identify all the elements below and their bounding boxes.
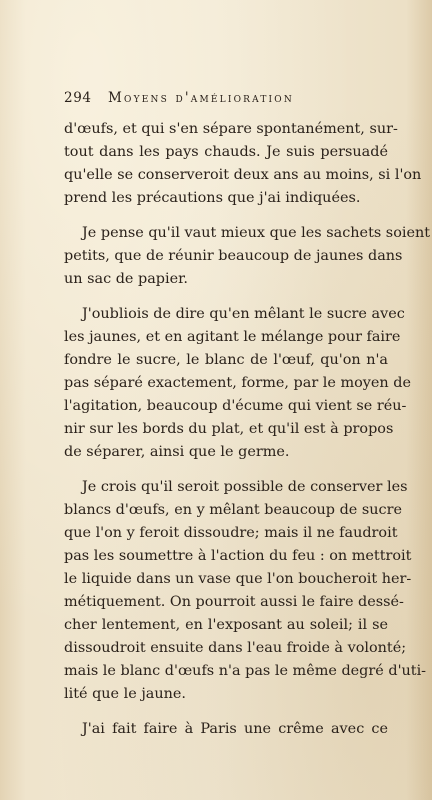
text-line: pas séparé exactement, forme, par le moyen de xyxy=(64,375,411,391)
text-line: le liquide dans un vase que l'on boucheroit her- xyxy=(64,571,412,587)
page-number: 294 xyxy=(64,90,92,106)
text-line: un sac de papier. xyxy=(64,271,189,287)
text-line: les jaunes, et en agitant le mélange pour faire xyxy=(64,329,401,345)
paragraph xyxy=(64,476,427,706)
text-line: prend les précautions que j'ai indiquées. xyxy=(64,190,361,206)
paragraph xyxy=(64,303,411,464)
paragraph xyxy=(64,718,388,741)
page-header xyxy=(64,90,384,110)
text-line: fondre le sucre, le blanc de l'œuf, qu'on n'a xyxy=(64,352,388,368)
text-line: mais le blanc d'œufs n'a pas le même degré d'uti- xyxy=(64,663,427,679)
running-title: Moyens d'amélioration xyxy=(108,90,294,106)
text-line: J'oubliois de dire qu'en mêlant le sucre avec xyxy=(82,306,405,322)
text-line: Je crois qu'il seroit possible de conserver les xyxy=(82,479,408,495)
text-line: dissoudroit ensuite dans l'eau froide à volonté; xyxy=(64,640,407,656)
text-line: d'œufs, et qui s'en sépare spontanément, sur- xyxy=(64,121,398,137)
text-line: blancs d'œufs, en y mêlant beaucoup de sucre xyxy=(64,502,403,518)
text-line: lité que le jaune. xyxy=(64,686,187,702)
text-line: pas les soumettre à l'action du feu : on mettroit xyxy=(64,548,412,564)
text-line: de séparer, ainsi que le germe. xyxy=(64,444,290,460)
text-line: qu'elle se conserveroit deux ans au moins, si l'on xyxy=(64,167,422,183)
text-line: nir sur les bords du plat, et qu'il est à propos xyxy=(64,421,394,437)
text-line: tout dans les pays chauds. Je suis persuadé xyxy=(64,144,388,160)
paragraph xyxy=(64,118,422,210)
body-text xyxy=(64,118,431,753)
text-line: petits, que de réunir beaucoup de jaunes dans xyxy=(64,248,403,264)
text-line: que l'on y feroit dissoudre; mais il ne faudroit xyxy=(64,525,398,541)
text-line: cher lentement, en l'exposant au soleil; il se xyxy=(64,617,388,633)
paragraph xyxy=(64,222,431,291)
text-line: l'agitation, beaucoup d'écume qui vient se réu- xyxy=(64,398,407,414)
text-line: Je pense qu'il vaut mieux que les sachets soient xyxy=(82,225,431,241)
text-line: J'ai fait faire à Paris une crême avec ce xyxy=(82,721,388,737)
text-line: métiquement. On pourroit aussi le faire dessé- xyxy=(64,594,404,610)
